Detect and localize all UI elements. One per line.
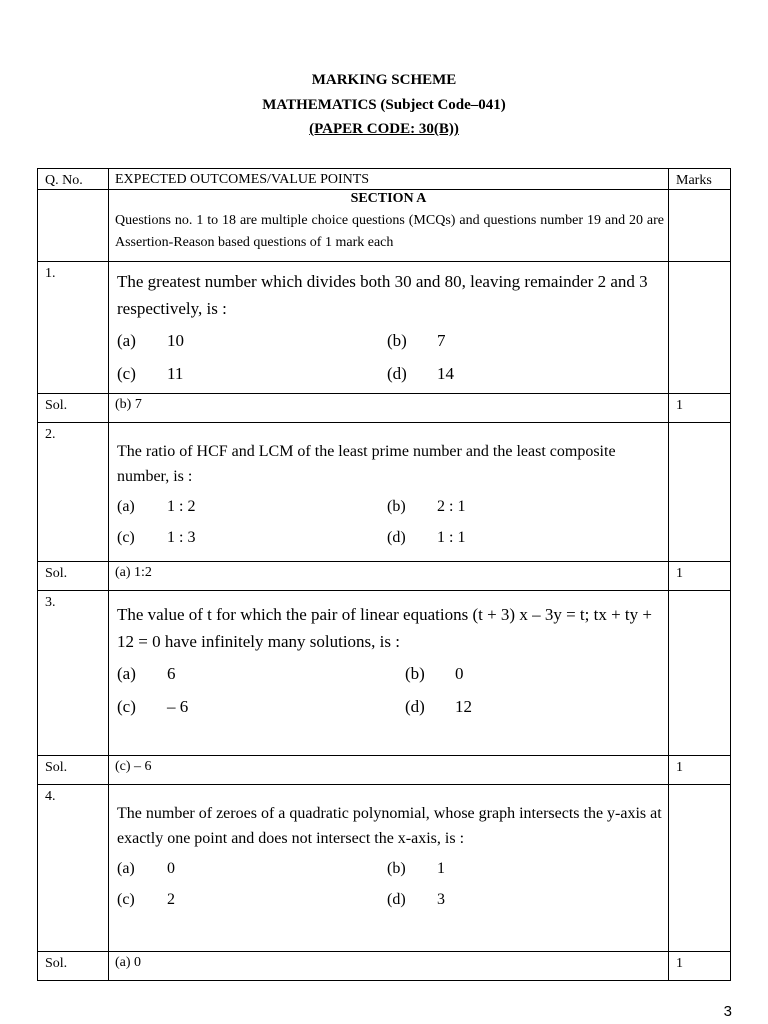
question-box — [109, 591, 668, 726]
question-cell — [109, 423, 669, 562]
question-box — [109, 423, 668, 556]
sol-label: Sol. — [38, 562, 109, 591]
solution-text: (c) – 6 — [109, 756, 669, 785]
solution-marks: 1 — [669, 562, 731, 591]
option-d: (d) 3 — [387, 891, 445, 908]
question-row — [38, 423, 731, 562]
question-row — [38, 785, 731, 952]
marking-scheme-title: MARKING SCHEME — [311, 72, 457, 88]
option-c: (c) 1 : 3 — [117, 529, 196, 546]
question-text: The ratio of HCF and LCM of the least prime number and the least composite number, is : — [117, 443, 616, 485]
option-b: (b) 2 : 1 — [387, 498, 466, 515]
paper-code: (PAPER CODE: 30(B)) — [309, 121, 459, 137]
option-d: (d) 14 — [387, 364, 454, 383]
question-text: The greatest number which divides both 30 and 80, leaving remainder 2 and 3 respectively, is : — [117, 272, 648, 318]
section-title: SECTION A — [350, 191, 427, 206]
solution-row — [38, 562, 731, 591]
question-marks-cell — [669, 591, 731, 756]
question-row — [38, 591, 731, 756]
page-number: 3 — [723, 1003, 732, 1020]
marking-scheme-table — [37, 168, 731, 981]
question-box — [109, 785, 668, 918]
question-number: 3. — [38, 591, 109, 756]
question-marks-cell — [669, 785, 731, 952]
options — [117, 327, 664, 387]
solution-marks: 1 — [669, 952, 731, 981]
question-cell — [109, 591, 669, 756]
marks-header: Marks — [669, 169, 731, 190]
question-box — [109, 262, 668, 393]
section-info: Questions no. 1 to 18 are multiple choice questions (MCQs) and questions number 19 and 20 are Assertion-Reason based questions of 1 mark each — [115, 213, 664, 250]
solution-text: (a) 0 — [109, 952, 669, 981]
question-number: 2. — [38, 423, 109, 562]
question-text: The value of t for which the pair of linear equations (t + 3) x – 3y = t; tx + ty + 12 = 0 have infinitely many solutions, is : — [117, 605, 652, 651]
solution-text: (b) 7 — [109, 394, 669, 423]
expected-header: EXPECTED OUTCOMES/VALUE POINTS — [109, 169, 669, 190]
solution-row — [38, 952, 731, 981]
option-c: (c) – 6 — [117, 697, 189, 716]
sol-label: Sol. — [38, 952, 109, 981]
option-b: (b) 1 — [387, 860, 445, 877]
options — [117, 494, 664, 550]
sol-label: Sol. — [38, 756, 109, 785]
sol-label: Sol. — [38, 394, 109, 423]
qno-header: Q. No. — [38, 169, 109, 190]
question-number: 4. — [38, 785, 109, 952]
solution-text: (a) 1:2 — [109, 562, 669, 591]
section-row — [38, 190, 731, 262]
options — [117, 856, 664, 912]
solution-row — [38, 394, 731, 423]
question-row — [38, 262, 731, 394]
options — [117, 660, 664, 720]
option-c: (c) 11 — [117, 364, 184, 383]
question-marks-cell — [669, 262, 731, 394]
question-text: The number of zeroes of a quadratic polynomial, whose graph intersects the y-axis at exactly one point and does not intersect the x-axis, is : — [117, 805, 662, 847]
question-cell — [109, 785, 669, 952]
question-marks-cell — [669, 423, 731, 562]
section-marks-cell — [669, 190, 731, 262]
solution-marks: 1 — [669, 394, 731, 423]
section-qno-cell — [38, 190, 109, 262]
section-cell — [109, 190, 669, 262]
question-cell — [109, 262, 669, 394]
table-header-row — [38, 169, 731, 190]
option-a: (a) 1 : 2 — [117, 498, 196, 515]
option-b: (b) 0 — [405, 664, 464, 683]
solution-row — [38, 756, 731, 785]
option-a: (a) 0 — [117, 860, 175, 877]
option-d: (d) 1 : 1 — [387, 529, 466, 546]
subject-title: MATHEMATICS (Subject Code–041) — [262, 97, 506, 113]
option-b: (b) 7 — [387, 331, 446, 350]
question-number: 1. — [38, 262, 109, 394]
option-c: (c) 2 — [117, 891, 175, 908]
option-a: (a) 6 — [117, 664, 176, 683]
solution-marks: 1 — [669, 756, 731, 785]
option-a: (a) 10 — [117, 331, 184, 350]
option-d: (d) 12 — [405, 697, 472, 716]
